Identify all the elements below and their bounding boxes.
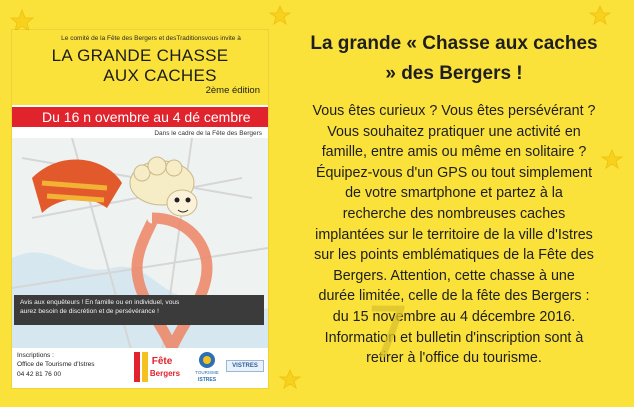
- event-poster: [12, 30, 268, 388]
- fete-des-bergers-logo: [132, 350, 184, 384]
- inscriptions-phone: 04 42 81 76 00: [17, 371, 61, 378]
- poster-edition: 2ème édition: [205, 85, 260, 96]
- article-body-line: famille, entre amis ou même en solitaire ?: [321, 144, 587, 161]
- logo-fete-line1: Fête: [151, 356, 173, 367]
- article-body-line: Équipez-vous d'un GPS ou tout simplement: [315, 164, 593, 181]
- logo-istres: ISTRES: [197, 377, 217, 383]
- article-body-line: Vous êtes curieux ? Vous êtes persévérant ?: [312, 103, 596, 119]
- article-body-line: Information et bulletin d'inscription sont à: [324, 329, 584, 346]
- inscriptions-title: Inscriptions :: [17, 352, 55, 359]
- poster-date-text: Du 16 n ovembre au 4 dé cembre: [42, 109, 251, 125]
- logo-fete-line2: Bergers: [149, 369, 181, 378]
- article-heading-line1: La grande « Chasse aux caches: [310, 33, 598, 54]
- article-body-line: sur les points emblématiques de la Fête des: [314, 247, 594, 264]
- article-body-line: implantées sur le territoire de la ville d'Istres: [315, 226, 593, 243]
- article-body-line: Bergers. Attention, cette chasse à une: [333, 267, 575, 284]
- article-column: [278, 0, 630, 407]
- inscriptions-office: Office de Tourisme d'Istres: [17, 361, 95, 368]
- poster-notice: [14, 295, 264, 325]
- istres-tourisme-logo: [194, 350, 220, 384]
- article-body-line: durée limitée, celle de la fête des Bergers :: [318, 288, 590, 305]
- article-body-line: du 15 novembre au 4 décembre 2016.: [332, 309, 576, 325]
- poster-date-band: [12, 107, 268, 127]
- logo-tourisme: TOURISME: [195, 370, 219, 375]
- article-heading-line2: » des Bergers !: [385, 63, 523, 84]
- poster-notice-line2: aurez besoin de discrétion et de persévérance !: [20, 308, 159, 315]
- poster-title-line2: AUX CACHES: [103, 66, 217, 85]
- poster-title-line1: LA GRANDE CHASSE: [51, 46, 229, 65]
- poster-notice-line1: Avis aux enquêteurs ! En famille ou en individuel, vous: [20, 299, 180, 306]
- article-body-line: de votre smartphone et partez à la: [345, 185, 563, 202]
- overlay-digit: 7: [366, 292, 411, 374]
- article-body-line: Vous souhaitez pratiquer une activité en: [327, 123, 581, 140]
- vistres-logo: VISTRES: [226, 360, 264, 372]
- article-body-line: retirer à l'office du tourisme.: [366, 350, 542, 367]
- poster-context: Dans le cadre de la Fête des Bergers: [154, 130, 262, 137]
- article-body-line: recherche des nombreuses caches: [342, 206, 566, 222]
- poster-invite-line: Le comité de la Fête des Bergers et desTraditionsvous invite à: [61, 35, 241, 42]
